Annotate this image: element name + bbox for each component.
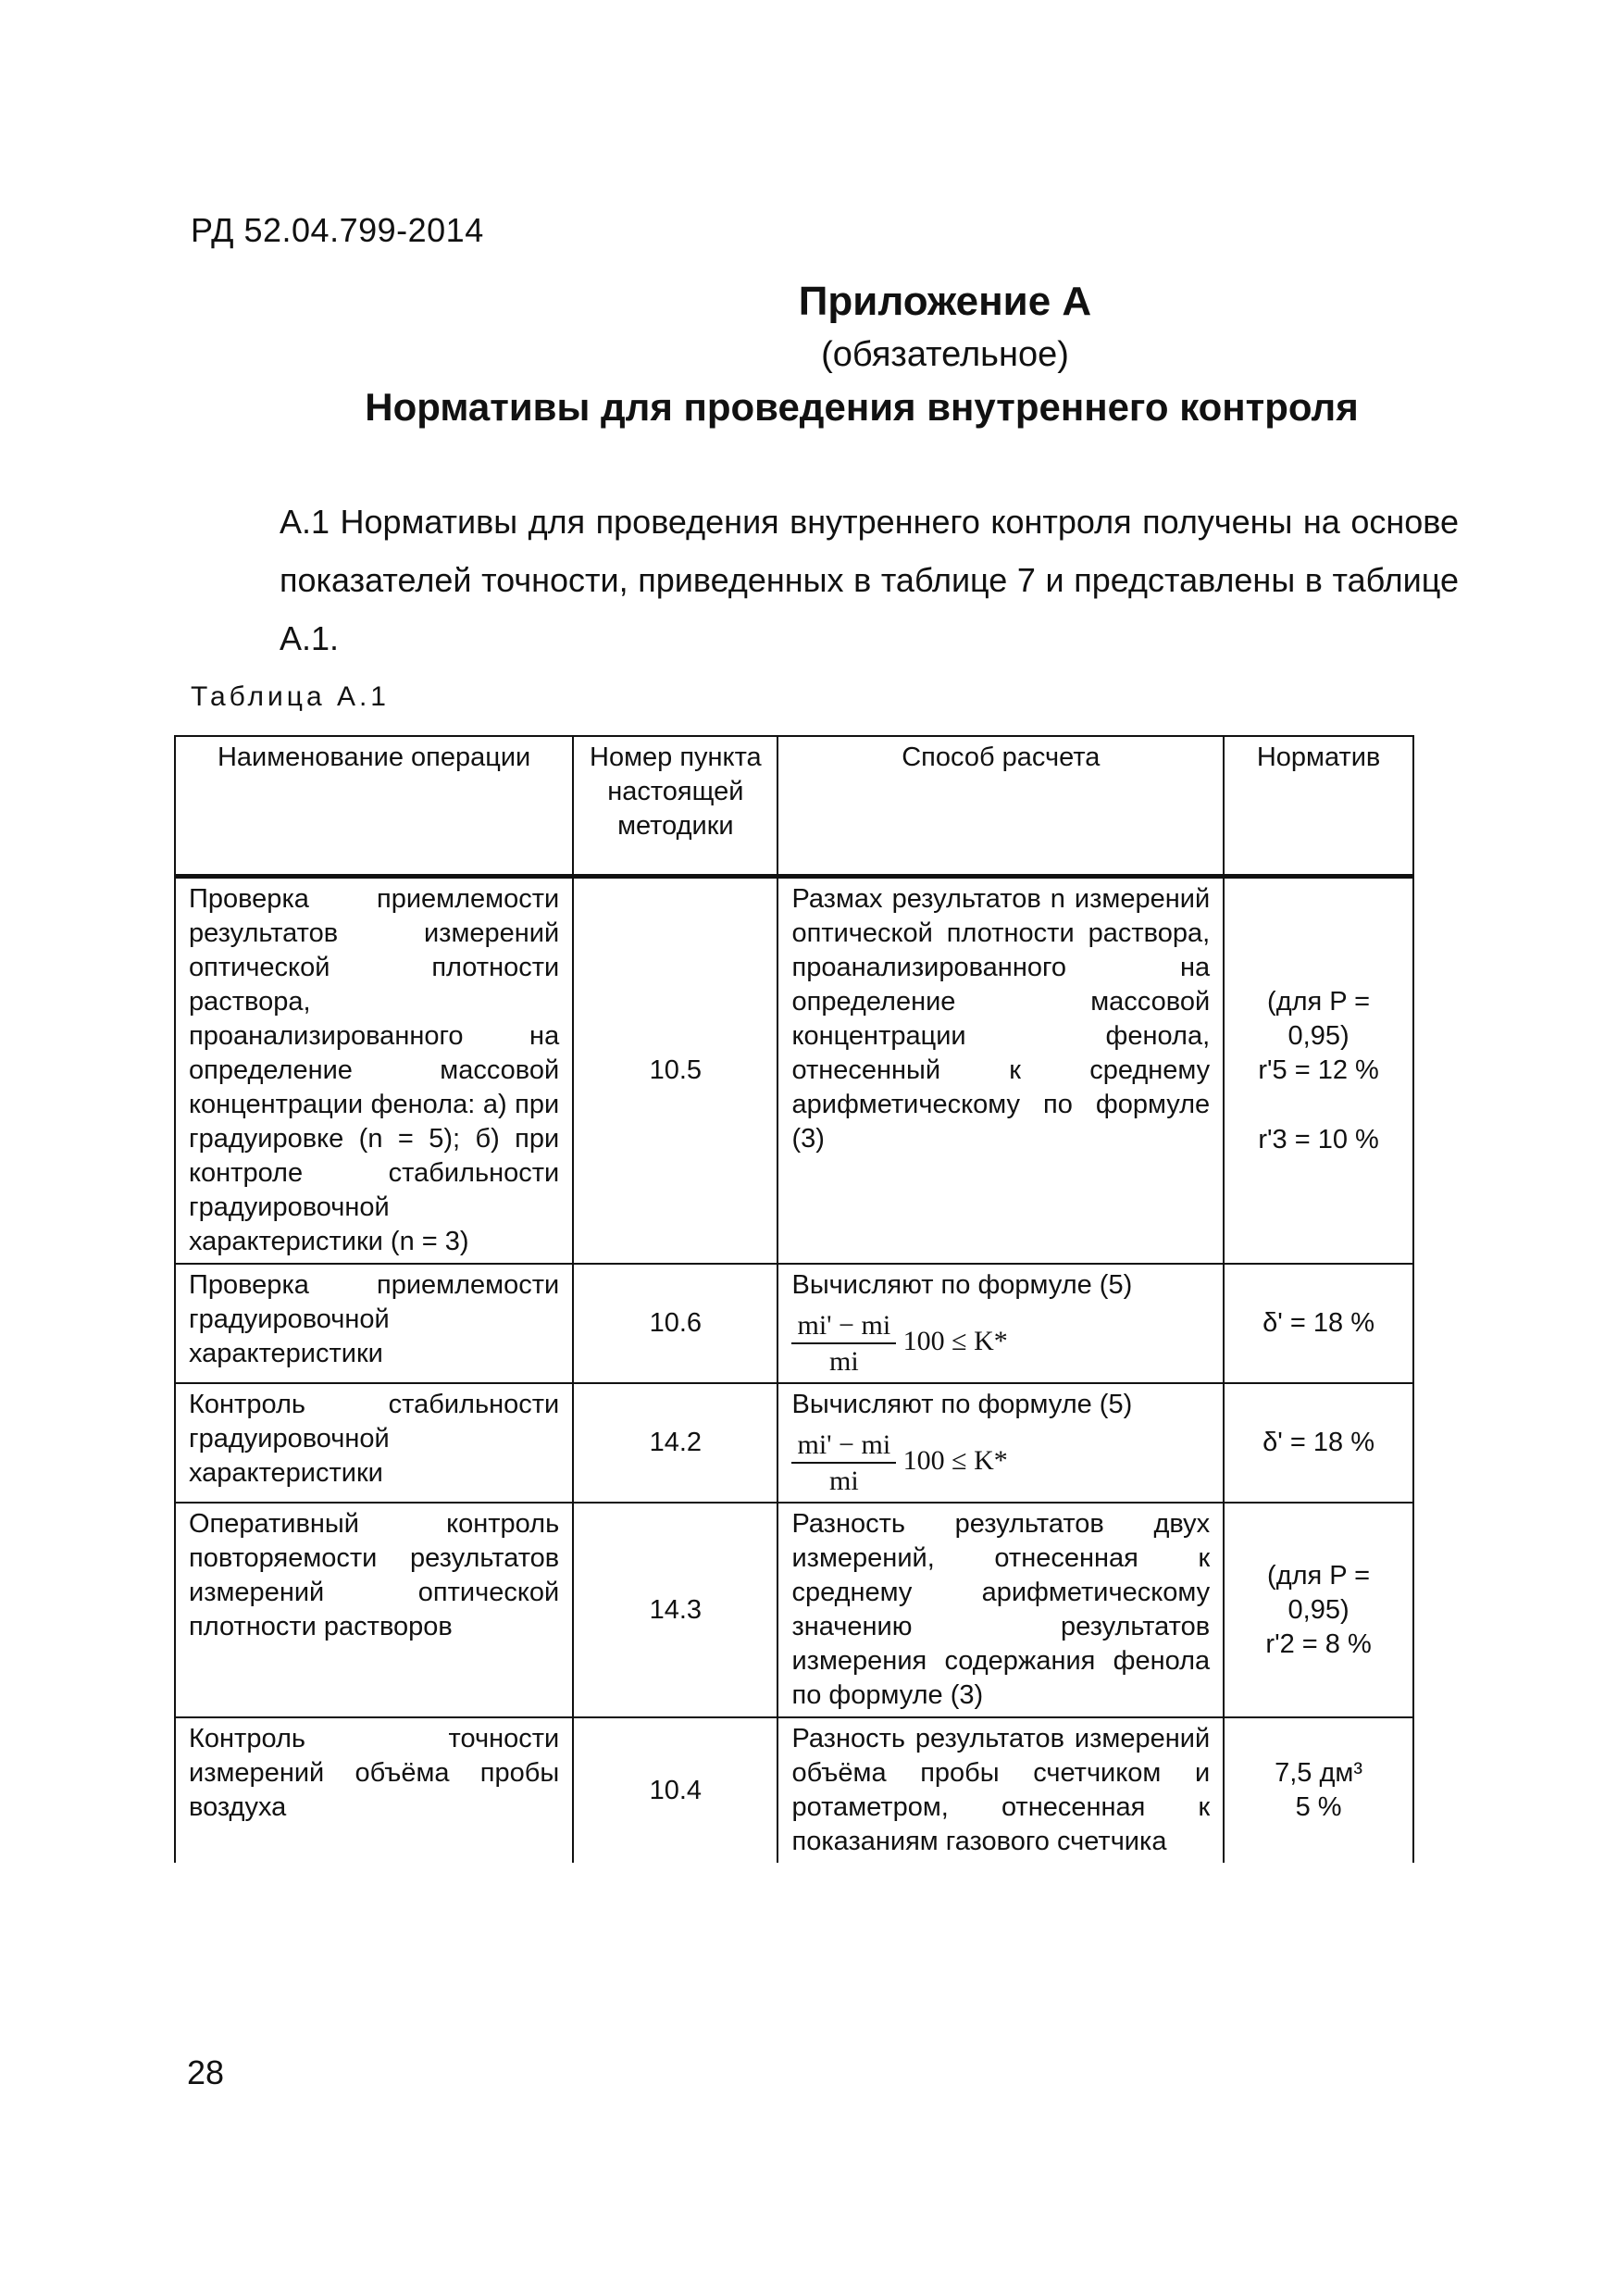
formula-numerator: mi' − mi [791, 1428, 896, 1464]
operation-cell: Оперативный контроль повторяемости результатов измерений оптической плотности растворов [175, 1503, 573, 1717]
table-row [175, 1717, 1413, 1863]
formula-numerator: mi' − mi [791, 1308, 896, 1344]
section-title: Нормативы для проведения внутреннего контроля [365, 385, 1359, 429]
norm-value: δ' = 18 % [1263, 1308, 1374, 1338]
appendix-note: (обязательное) [821, 335, 1069, 374]
table-row [175, 1383, 1413, 1503]
item-cell: 10.6 [573, 1264, 777, 1383]
table-row [175, 1503, 1413, 1717]
norms-table [174, 735, 1414, 1863]
item-cell: 10.4 [573, 1717, 777, 1863]
method-cell [777, 1383, 1224, 1503]
formula [791, 1303, 1210, 1379]
method-text: Вычисляют по формуле (5) [791, 1390, 1133, 1419]
header-method: Способ расчета [777, 736, 1224, 877]
header-norm: Норматив [1224, 736, 1413, 877]
norm-condition: (для P = 0,95) [1267, 1560, 1371, 1625]
operation-cell: Контроль точности измерений объёма пробы воздуха [175, 1717, 573, 1863]
norm-condition: (для P = 0,95) [1267, 986, 1371, 1051]
table-row [175, 1264, 1413, 1383]
norm-cell [1224, 1503, 1413, 1717]
item-cell: 10.5 [573, 877, 777, 1265]
norm-cell [1224, 1717, 1413, 1863]
norm-value: 5 % [1295, 1792, 1342, 1822]
appendix-heading [191, 274, 1459, 435]
norm-cell [1224, 1383, 1413, 1503]
appendix-title: Приложение А [798, 279, 1092, 324]
formula-tail: 100 ≤ K* [902, 1325, 1008, 1356]
method-cell: Размах результатов n измерений оптической плотности раствора, проанализированного на определение массовой концентрации фенола, отнесенный к среднему арифметическому по формуле (3) [777, 877, 1224, 1265]
page-number: 28 [187, 2053, 225, 2091]
table-caption: Таблица А.1 [191, 681, 390, 712]
norm-cell [1224, 877, 1413, 1265]
formula-denominator: mi [828, 1466, 859, 1496]
norm-value: r'3 = 10 % [1258, 1124, 1379, 1154]
item-cell: 14.2 [573, 1383, 777, 1503]
operation-cell: Контроль стабильности градуировочной характеристики [175, 1383, 573, 1503]
method-cell: Разность результатов измерений объёма пробы счетчиком и ротаметром, отнесенная к показаниям газового счетчика [777, 1717, 1224, 1863]
document-code: РД 52.04.799-2014 [191, 211, 484, 249]
formula [791, 1422, 1210, 1498]
norm-value: δ' = 18 % [1263, 1428, 1374, 1457]
formula-denominator: mi [828, 1346, 859, 1377]
norm-value: r'2 = 8 % [1265, 1628, 1372, 1659]
method-text: Вычисляют по формуле (5) [791, 1270, 1133, 1300]
operation-cell: Проверка приемлемости результатов измерений оптической плотности раствора, проанализированного на определение массовой концентрации фенола: а) при градуировке (n = 5); б) при контроле стабильности градуировочной характеристики (n = 3) [175, 877, 573, 1265]
norm-value: 7,5 дм³ [1275, 1758, 1363, 1788]
intro-text: А.1 Нормативы для проведения внутреннего контроля получены на основе показателей точности, приведенных в таблице 7 и представлены в таблице А.1. [280, 503, 1459, 657]
header-item: Номер пункта настоящей методики [573, 736, 777, 877]
norm-cell [1224, 1264, 1413, 1383]
method-cell [777, 1264, 1224, 1383]
method-cell: Разность результатов двух измерений, отнесенная к среднему арифметическому значению результатов измерения содержания фенола по формуле (3) [777, 1503, 1224, 1717]
table-row [175, 877, 1413, 1265]
norm-value: r'5 = 12 % [1258, 1054, 1379, 1085]
intro-paragraph [191, 493, 1459, 668]
item-cell: 14.3 [573, 1503, 777, 1717]
formula-tail: 100 ≤ K* [902, 1444, 1008, 1476]
operation-cell: Проверка приемлемости градуировочной характеристики [175, 1264, 573, 1383]
table-header-row [175, 736, 1413, 877]
header-operation: Наименование операции [175, 736, 573, 877]
